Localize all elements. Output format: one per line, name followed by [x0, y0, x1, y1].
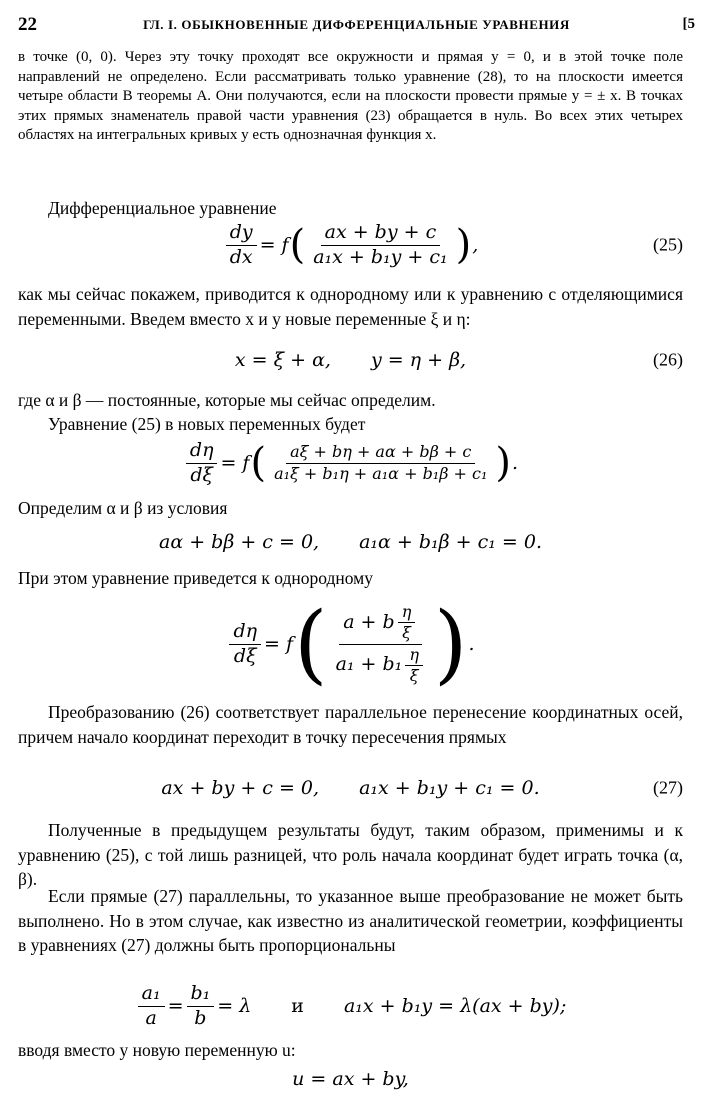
alpha-beta-paragraph: где α и β — постоянные, которые мы сейчас определим. [18, 390, 436, 410]
define-paragraph: Определим α и β из условия [18, 498, 228, 518]
running-title: ГЛ. I. ОБЫКНОВЕННЫЕ ДИФФЕРЕНЦИАЛЬНЫЕ УРАВНЕНИЯ [143, 17, 570, 32]
after-eq25-paragraph: как мы сейчас покажем, приводится к однородному или к уравнению с отделяющимися переменными. Введем вместо x и y новые переменные ξ и η: [18, 284, 683, 329]
equation-conditions: aα + bβ + c = 0, a₁α + b₁β + c₁ = 0. [159, 531, 542, 553]
eq-label-27: (27) [653, 777, 683, 798]
introduce-u-paragraph: вводя вместо y новую переменную u: [18, 1040, 296, 1060]
eq-label-26: (26) [653, 349, 683, 370]
equation-transformed: $\frac{d\eta}{d\xi}$ = f ( $\frac{a\xi + b\eta + a\alpha + b\beta + c}{\text{a₁ξ + b₁η + a₁α + b₁β + c₁}}$ ) . [18, 440, 683, 486]
equation-26: x = ξ + α, y = η + β, (26) [234, 349, 683, 371]
homogeneous-paragraph: При этом уравнение приведется к однородному [18, 568, 374, 588]
page-header [18, 14, 695, 38]
new-vars-paragraph: Уравнение (25) в новых переменных будет [48, 414, 366, 434]
equation-proportional: $\frac{\text{a₁}}{a}$ = $\frac{\text{b₁}}{b}$ = λ и a₁x + b₁y = λ(ax + by); [18, 984, 683, 1028]
parallel-paragraph: Если прямые (27) параллельны, то указанное выше преобразование не может быть выполнено. Но в этом случае, как известно из аналитической геометрии, коэффициенты в уравнениях (27) должны быть пропорциональны [18, 886, 683, 955]
equation-u: u = ax + by, [292, 1068, 409, 1090]
eq25-fraction: $\frac{ax + by + c}{\text{a₁x + b₁y + c₁}}$ [313, 220, 448, 268]
diff-eq-intro: Дифференциальное уравнение [48, 198, 277, 218]
section-number: [5 [682, 16, 695, 32]
results-paragraph: Полученные в предыдущем результаты будут, таким образом, применимы и к уравнению (25), с той лишь разницей, что роль начала координат будет играть точка (α, β). [18, 820, 683, 889]
equation-homogeneous: $\frac{d\eta}{d\xi}$ = f ( a + b $\frac{\eta}{\xi}$ a₁ + b₁ $\frac{\eta}{\xi}$ ) . [18, 598, 683, 690]
eq-label-25: (25) [653, 234, 683, 255]
intro-paragraph: в точке (0, 0). Через эту точку проходят все окружности и прямая y = 0, и в этой точке поле направлений не определено. Если рассматривать только уравнение (28), то на плоскости имеется четыре области B теоремы A. Они получаются, если на плоскости провести прямые y = ± x. В точках этих прямых знаменатель правой части уравнения (23) обращается в нуль. Во всех этих четырех областях на интегральных кривых y есть однозначная функция x. [18, 49, 683, 144]
equation-27: ax + by + c = 0, a₁x + b₁y + c₁ = 0. (27) [161, 777, 683, 799]
equation-25: $\frac{dy}{dx}$ = f ( $\frac{ax + by + c}{\text{a₁x + b₁y + c₁}}$ ) , (25) [18, 222, 683, 268]
transform-paragraph: Преобразованию (26) соответствует параллельное перенесение координатных осей, причем начало координат переходит в точку пересечения прямых [18, 702, 683, 747]
eq25-derivative: $\frac{dy}{dx}$ [226, 222, 257, 269]
page-number: 22 [18, 14, 37, 35]
